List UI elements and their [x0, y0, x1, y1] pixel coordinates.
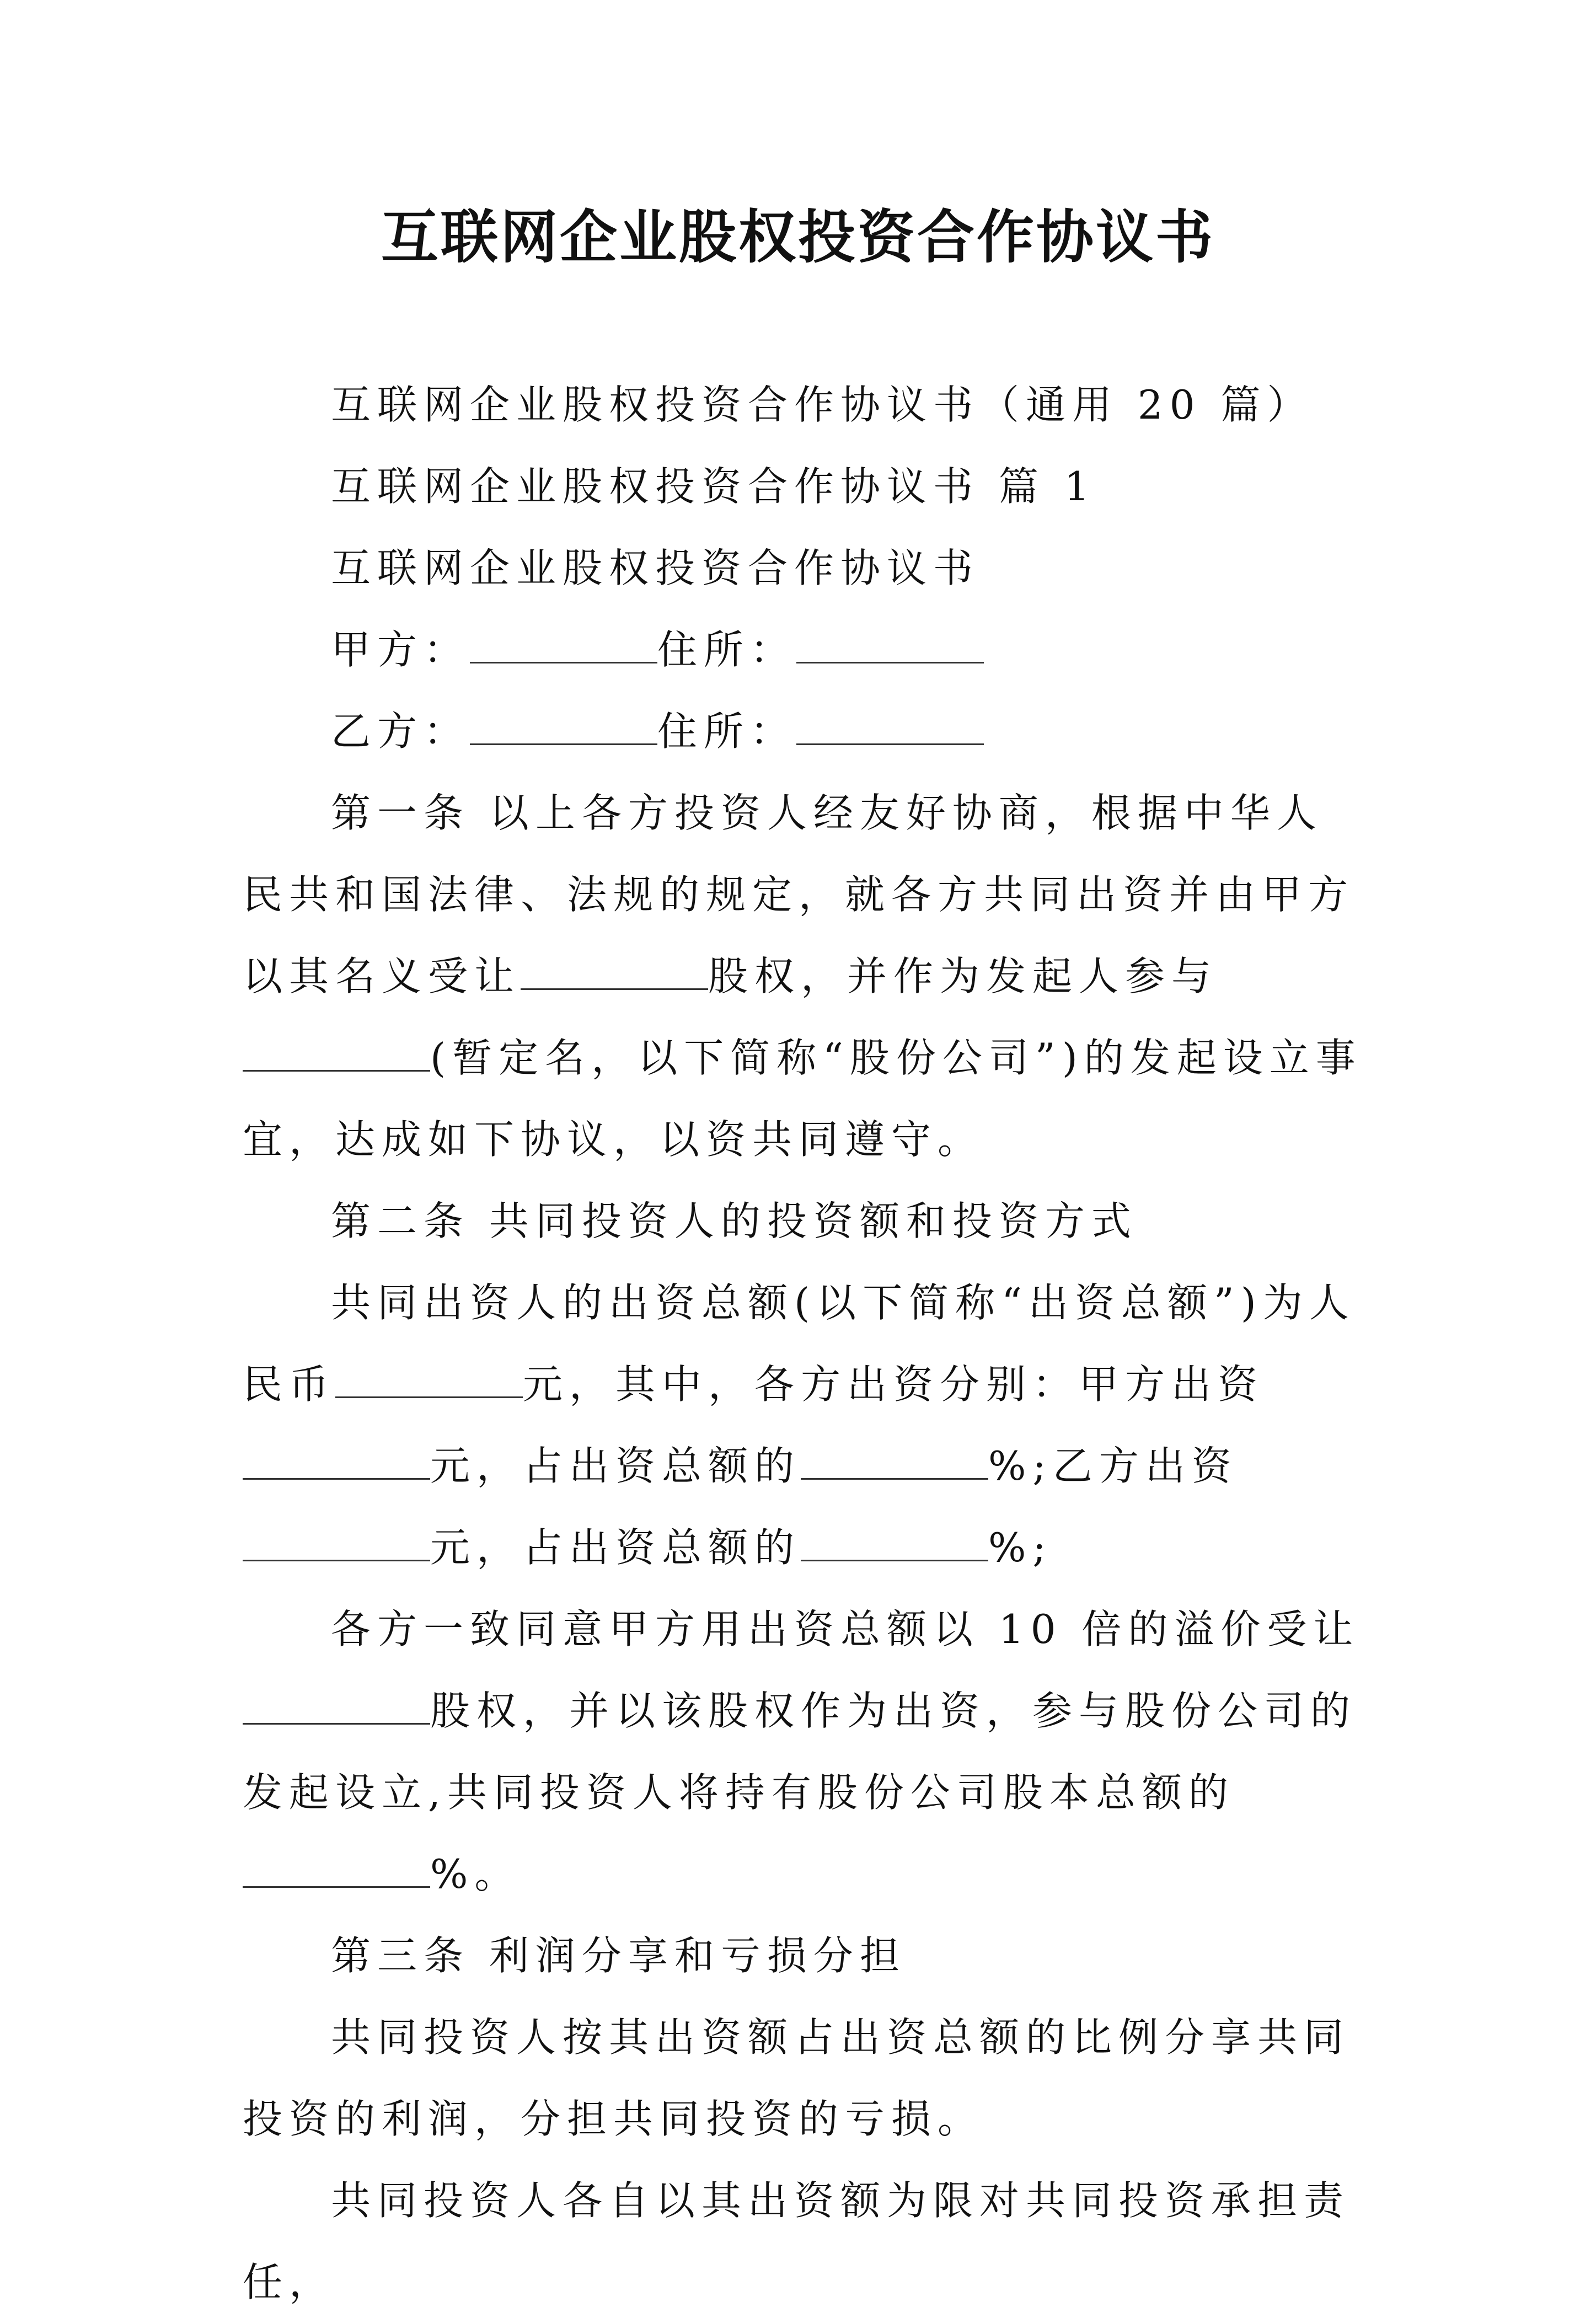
chapter-heading: 互联网企业股权投资合作协议书 篇 1 [331, 463, 1096, 510]
article-2-p2-part2: 股权，并以该股权作为出资，参与股份公司的发起设立,共同投资人将持有股份公司股本总额的 [243, 1688, 1357, 1816]
article-2-p2-part1: 各方一致同意甲方用出资总额以 10 倍的溢价受让 [331, 1606, 1360, 1652]
article-2-p1-part5: 元，占出资总额的 [430, 1524, 801, 1571]
equity-target-blank [521, 955, 708, 990]
article-2-heading: 第二条 共同投资人的投资额和投资方式 [331, 1198, 1138, 1244]
article-2-p2-part3: %。 [430, 1851, 521, 1897]
article-2-paragraph-1 [243, 1262, 1368, 1588]
party-a-percent-blank [801, 1445, 988, 1480]
party-b-amount-blank [243, 1527, 430, 1561]
article-3-paragraph-1: 共同投资人按其出资额占出资总额的比例分享共同投资的利润，分担共同投资的亏损。 [243, 2014, 1351, 2142]
article-2-p1-part2: 元，其中，各方出资分别：甲方出资 [523, 1361, 1265, 1407]
article-1-part1: 第一条 以上各方投资人经友好协商，根据中华人民共和国法律、法规的规定，就各方共同出资并由甲方以其名义受让 [243, 790, 1355, 999]
party-b-line [243, 691, 1368, 772]
article-3-heading: 第三条 利润分享和亏损分担 [331, 1933, 906, 1979]
party-b-label: 乙方： [331, 708, 470, 754]
share-percent-blank [243, 1853, 430, 1888]
party-a-address-blank [796, 629, 984, 663]
article-2-p1-part4: %;乙方出资 [988, 1443, 1238, 1489]
party-a-line [243, 609, 1368, 691]
article-2-paragraph-2 [243, 1588, 1368, 1915]
transfer-equity-blank [243, 1690, 430, 1725]
party-b-address-label: 住所： [657, 708, 797, 754]
party-b-address-blank [796, 710, 984, 745]
document-body [243, 364, 1368, 2323]
party-a-blank [470, 629, 657, 663]
party-a-label: 甲方： [331, 627, 470, 673]
article-2-p1-part3: 元，占出资总额的 [430, 1443, 801, 1489]
party-a-amount-blank [243, 1445, 430, 1480]
party-a-address-label: 住所： [657, 627, 797, 673]
article-2-p1-part6: %; [988, 1524, 1053, 1571]
subtitle-general: 互联网企业股权投资合作协议书（通用 20 篇） [331, 382, 1314, 428]
party-b-blank [470, 710, 657, 745]
agreement-name: 互联网企业股权投资合作协议书 [331, 545, 980, 591]
total-amount-blank [335, 1363, 523, 1398]
article-1-part2: 股权，并作为发起人参与 [708, 953, 1218, 999]
article-1 [243, 772, 1368, 1180]
party-b-percent-blank [801, 1527, 988, 1561]
article-2-p1-part1: 共同出资人的出资总额(以下简称“出资总额”)为人民币 [243, 1280, 1356, 1407]
company-name-blank [243, 1037, 430, 1072]
article-3-paragraph-2: 共同投资人各自以其出资额为限对共同投资承担责任， [243, 2177, 1351, 2305]
document-title: 互联网企业股权投资合作协议书 [381, 204, 1215, 271]
article-1-part3: (暂定名，以下简称“股份公司”)的发起设立事宜，达成如下协议，以资共同遵守。 [243, 1035, 1362, 1163]
